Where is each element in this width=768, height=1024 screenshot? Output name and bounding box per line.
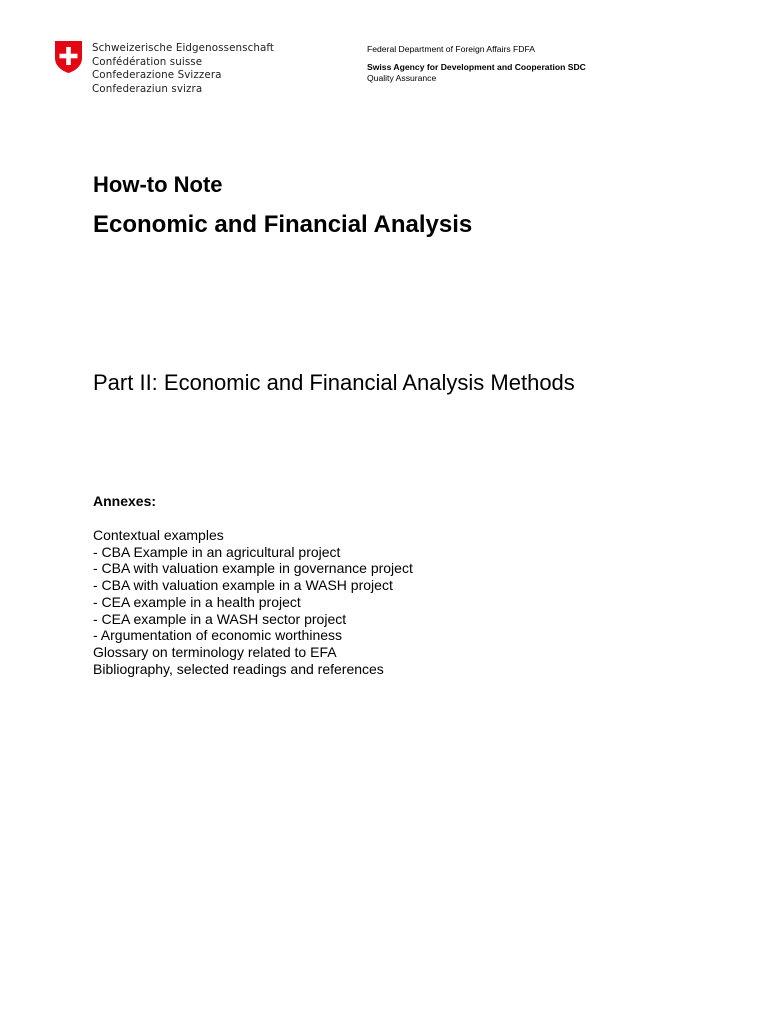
confederation-name-italian: Confederazione Svizzera xyxy=(92,69,222,82)
annex-list xyxy=(93,527,413,677)
unit-name: Quality Assurance xyxy=(367,73,437,83)
agency-block xyxy=(367,62,586,84)
confederation-name-romansh: Confederaziun svizra xyxy=(92,82,203,95)
annex-item: - CBA with valuation example in governance project xyxy=(93,560,413,577)
annex-item: Contextual examples xyxy=(93,527,224,543)
confederation-names xyxy=(92,42,274,96)
confederation-name-french: Confédération suisse xyxy=(92,55,203,68)
annex-item: Glossary on terminology related to EFA xyxy=(93,643,337,660)
annex-item: - CBA with valuation example in a WASH project xyxy=(93,577,393,594)
agency-name: Swiss Agency for Development and Cooperation SDC xyxy=(367,62,586,72)
annex-item: Bibliography, selected readings and references xyxy=(93,660,384,677)
annex-item: - CEA example in a WASH sector project xyxy=(93,610,347,627)
annexes-heading: Annexes: xyxy=(93,493,157,509)
confederation-name-german: Schweizerische Eidgenossenschaft xyxy=(92,42,275,54)
department-name: Federal Department of Foreign Affairs FDFA xyxy=(367,44,535,54)
swiss-cross-icon xyxy=(54,40,83,74)
annex-item: - CBA Example in an agricultural project xyxy=(93,543,341,560)
part-title: Part II: Economic and Financial Analysis Methods xyxy=(93,370,575,395)
annex-item: - CEA example in a health project xyxy=(93,593,301,610)
document-type-title: How-to Note xyxy=(93,172,223,197)
document-title: Economic and Financial Analysis xyxy=(93,211,473,238)
annex-item: - Argumentation of economic worthiness xyxy=(93,627,343,644)
